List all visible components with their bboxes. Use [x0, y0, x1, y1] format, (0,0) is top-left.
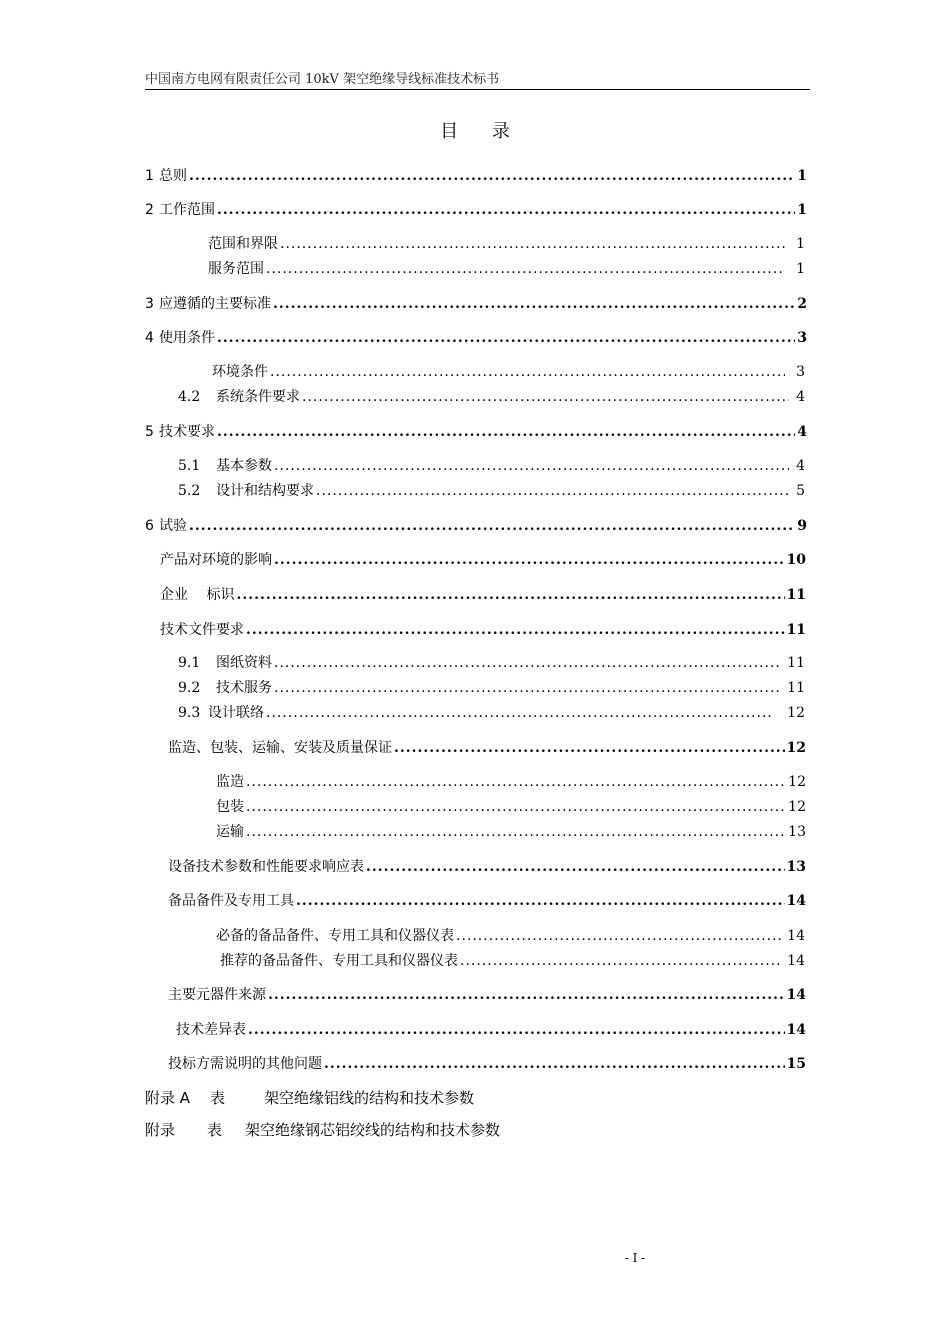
toc-entry[interactable] [168, 891, 806, 911]
toc-number: 9.2 [178, 680, 201, 696]
toc-label: 使用条件 [159, 330, 215, 346]
toc-label: 系统条件要求 [216, 389, 300, 405]
toc-leader [266, 703, 773, 723]
toc-entry[interactable] [145, 422, 807, 442]
toc-label: 设计和结构要求 [216, 483, 314, 499]
toc-number: 9.3 [178, 705, 201, 721]
toc-page: 1 [797, 168, 807, 184]
toc-label: 服务范围 [208, 261, 264, 277]
toc-page: 14 [786, 1022, 806, 1038]
toc-entry[interactable] [178, 703, 805, 723]
toc-page: 4 [797, 424, 807, 440]
toc-label: 必备的备品备件、专用工具和仪器仪表 [216, 928, 454, 944]
toc-page: 10 [786, 552, 806, 568]
toc-entry[interactable] [178, 481, 805, 501]
toc-leader [324, 1054, 785, 1074]
toc-number: 2 [145, 202, 154, 218]
toc-label: 工作范围 [159, 202, 215, 218]
page-number: - I - [624, 1251, 646, 1265]
toc-leader [248, 1020, 785, 1040]
toc-leader [274, 550, 785, 570]
toc-entry[interactable] [208, 234, 805, 254]
toc-entry[interactable] [216, 926, 805, 946]
toc-page: 14 [786, 987, 806, 1003]
toc-page: 13 [786, 859, 806, 875]
toc-label: 技术文件要求 [160, 622, 244, 638]
appendix-title: 架空绝缘钢芯铝绞线的结构和技术参数 [245, 1121, 501, 1139]
toc-page: 12 [787, 705, 805, 721]
toc-label: 技术要求 [159, 424, 215, 440]
toc-leader [274, 456, 789, 476]
toc-entry[interactable] [145, 166, 807, 186]
toc-leader [460, 951, 781, 971]
toc-number: 5.2 [178, 483, 201, 499]
page-title: 目 录 [440, 121, 524, 142]
toc-leader [366, 857, 785, 877]
toc-number: 4.2 [178, 389, 201, 405]
toc-entry[interactable] [168, 857, 806, 877]
toc-page: 14 [786, 893, 806, 909]
toc-entry[interactable] [145, 328, 807, 348]
toc-entry[interactable] [145, 516, 807, 536]
toc-leader [246, 620, 785, 640]
toc-leader [296, 891, 785, 911]
toc-leader [302, 387, 789, 407]
toc-page: 11 [786, 622, 806, 638]
toc-label: 基本参数 [216, 458, 272, 474]
toc-page: 2 [797, 296, 807, 312]
toc-entry[interactable] [168, 738, 806, 758]
toc-label: 技术服务 [216, 680, 272, 696]
toc-page: 12 [786, 740, 806, 756]
toc-label: 包装 [216, 799, 244, 815]
toc-leader [268, 985, 785, 1005]
toc-page: 14 [787, 928, 805, 944]
toc-page: 3 [796, 364, 805, 380]
toc-label: 运输 [216, 824, 244, 840]
toc-label: 投标方需说明的其他问题 [168, 1056, 322, 1072]
toc-page: 11 [786, 587, 806, 603]
toc-label: 设备技术参数和性能要求响应表 [168, 859, 364, 875]
toc-label: 技术差异表 [176, 1022, 246, 1038]
toc-page: 1 [796, 261, 805, 277]
toc-page: 12 [788, 774, 806, 790]
toc-leader [246, 797, 786, 817]
toc-page: 12 [788, 799, 806, 815]
toc-leader [189, 516, 795, 536]
toc-leader [394, 738, 785, 758]
toc-entry[interactable] [178, 456, 805, 476]
toc-leader [274, 653, 781, 673]
toc-label: 试验 [159, 518, 187, 534]
toc-page: 9 [797, 518, 807, 534]
toc-entry[interactable] [216, 822, 806, 842]
toc-label: 监造 [216, 774, 244, 790]
toc-number: 3 [145, 296, 154, 312]
appendix-id: 附录 [145, 1121, 176, 1139]
toc-leader [273, 294, 795, 314]
toc-entry[interactable] [220, 951, 805, 971]
toc-entry[interactable] [160, 620, 806, 640]
toc-entry[interactable] [178, 653, 805, 673]
appendix-type: 表 [207, 1121, 223, 1139]
toc-leader [217, 200, 795, 220]
appendix-type: 表 [210, 1089, 226, 1107]
toc-page: 15 [786, 1056, 806, 1072]
toc-leader [189, 166, 795, 186]
toc-label: 环境条件 [212, 364, 268, 380]
toc-entry[interactable] [212, 362, 805, 382]
toc-page: 5 [796, 483, 805, 499]
toc-leader [217, 422, 795, 442]
toc-number: 5 [145, 424, 154, 440]
toc-entry[interactable] [168, 985, 806, 1005]
appendix-entry[interactable] [145, 1088, 474, 1108]
toc-entry[interactable] [160, 550, 806, 570]
toc-entry[interactable] [160, 585, 806, 605]
toc-leader [266, 259, 785, 279]
toc-page: 4 [796, 389, 805, 405]
toc-entry[interactable] [216, 797, 806, 817]
toc-page: 4 [796, 458, 805, 474]
toc-entry[interactable] [145, 294, 807, 314]
toc-number: 9.1 [178, 655, 201, 671]
toc-number: 1 [145, 168, 154, 184]
toc-entry[interactable] [208, 259, 805, 279]
toc-number: 4 [145, 330, 154, 346]
toc-entry[interactable] [178, 678, 805, 698]
toc-label: 图纸资料 [216, 655, 272, 671]
toc-entry[interactable] [216, 772, 806, 792]
toc-label: 应遵循的主要标准 [159, 296, 271, 312]
toc-leader [316, 481, 789, 501]
toc-leader [246, 772, 786, 792]
toc-leader [274, 678, 781, 698]
toc-leader [280, 234, 785, 254]
toc-leader [270, 362, 785, 382]
toc-label: 主要元器件来源 [168, 987, 266, 1003]
toc-number: 6 [145, 518, 154, 534]
toc-page: 11 [787, 655, 805, 671]
appendix-entry[interactable] [145, 1120, 500, 1140]
toc-entry[interactable] [145, 200, 807, 220]
toc-leader [246, 822, 786, 842]
toc-page: 14 [787, 953, 805, 969]
toc-entry[interactable] [176, 1020, 806, 1040]
toc-page: 1 [796, 236, 805, 252]
toc-label: 设计联络 [208, 705, 264, 721]
toc-leader [217, 328, 795, 348]
toc-label: 总则 [159, 168, 187, 184]
toc-label: 产品对环境的影响 [160, 552, 272, 568]
toc-label: 备品备件及专用工具 [168, 893, 294, 909]
toc-label: 监造、包装、运输、安装及质量保证 [168, 740, 392, 756]
appendix-title: 架空绝缘铝线的结构和技术参数 [264, 1089, 475, 1107]
toc-page: 13 [788, 824, 806, 840]
toc-label: 推荐的备品备件、专用工具和仪器仪表 [220, 953, 458, 969]
toc-page: 3 [797, 330, 807, 346]
toc-entry[interactable] [178, 387, 805, 407]
toc-label: 范围和界限 [208, 236, 278, 252]
toc-entry[interactable] [168, 1054, 806, 1074]
toc-page: 1 [797, 202, 807, 218]
appendix-id: 附录 A [145, 1089, 191, 1107]
toc-number: 5.1 [178, 458, 201, 474]
header-text: 中国南方电网有限责任公司 10kV 架空绝缘导线标准技术标书 [145, 72, 500, 87]
toc-page: 11 [787, 680, 805, 696]
toc-leader [456, 926, 781, 946]
toc-label: 企业 标识 [160, 587, 235, 603]
toc-leader [236, 585, 784, 605]
